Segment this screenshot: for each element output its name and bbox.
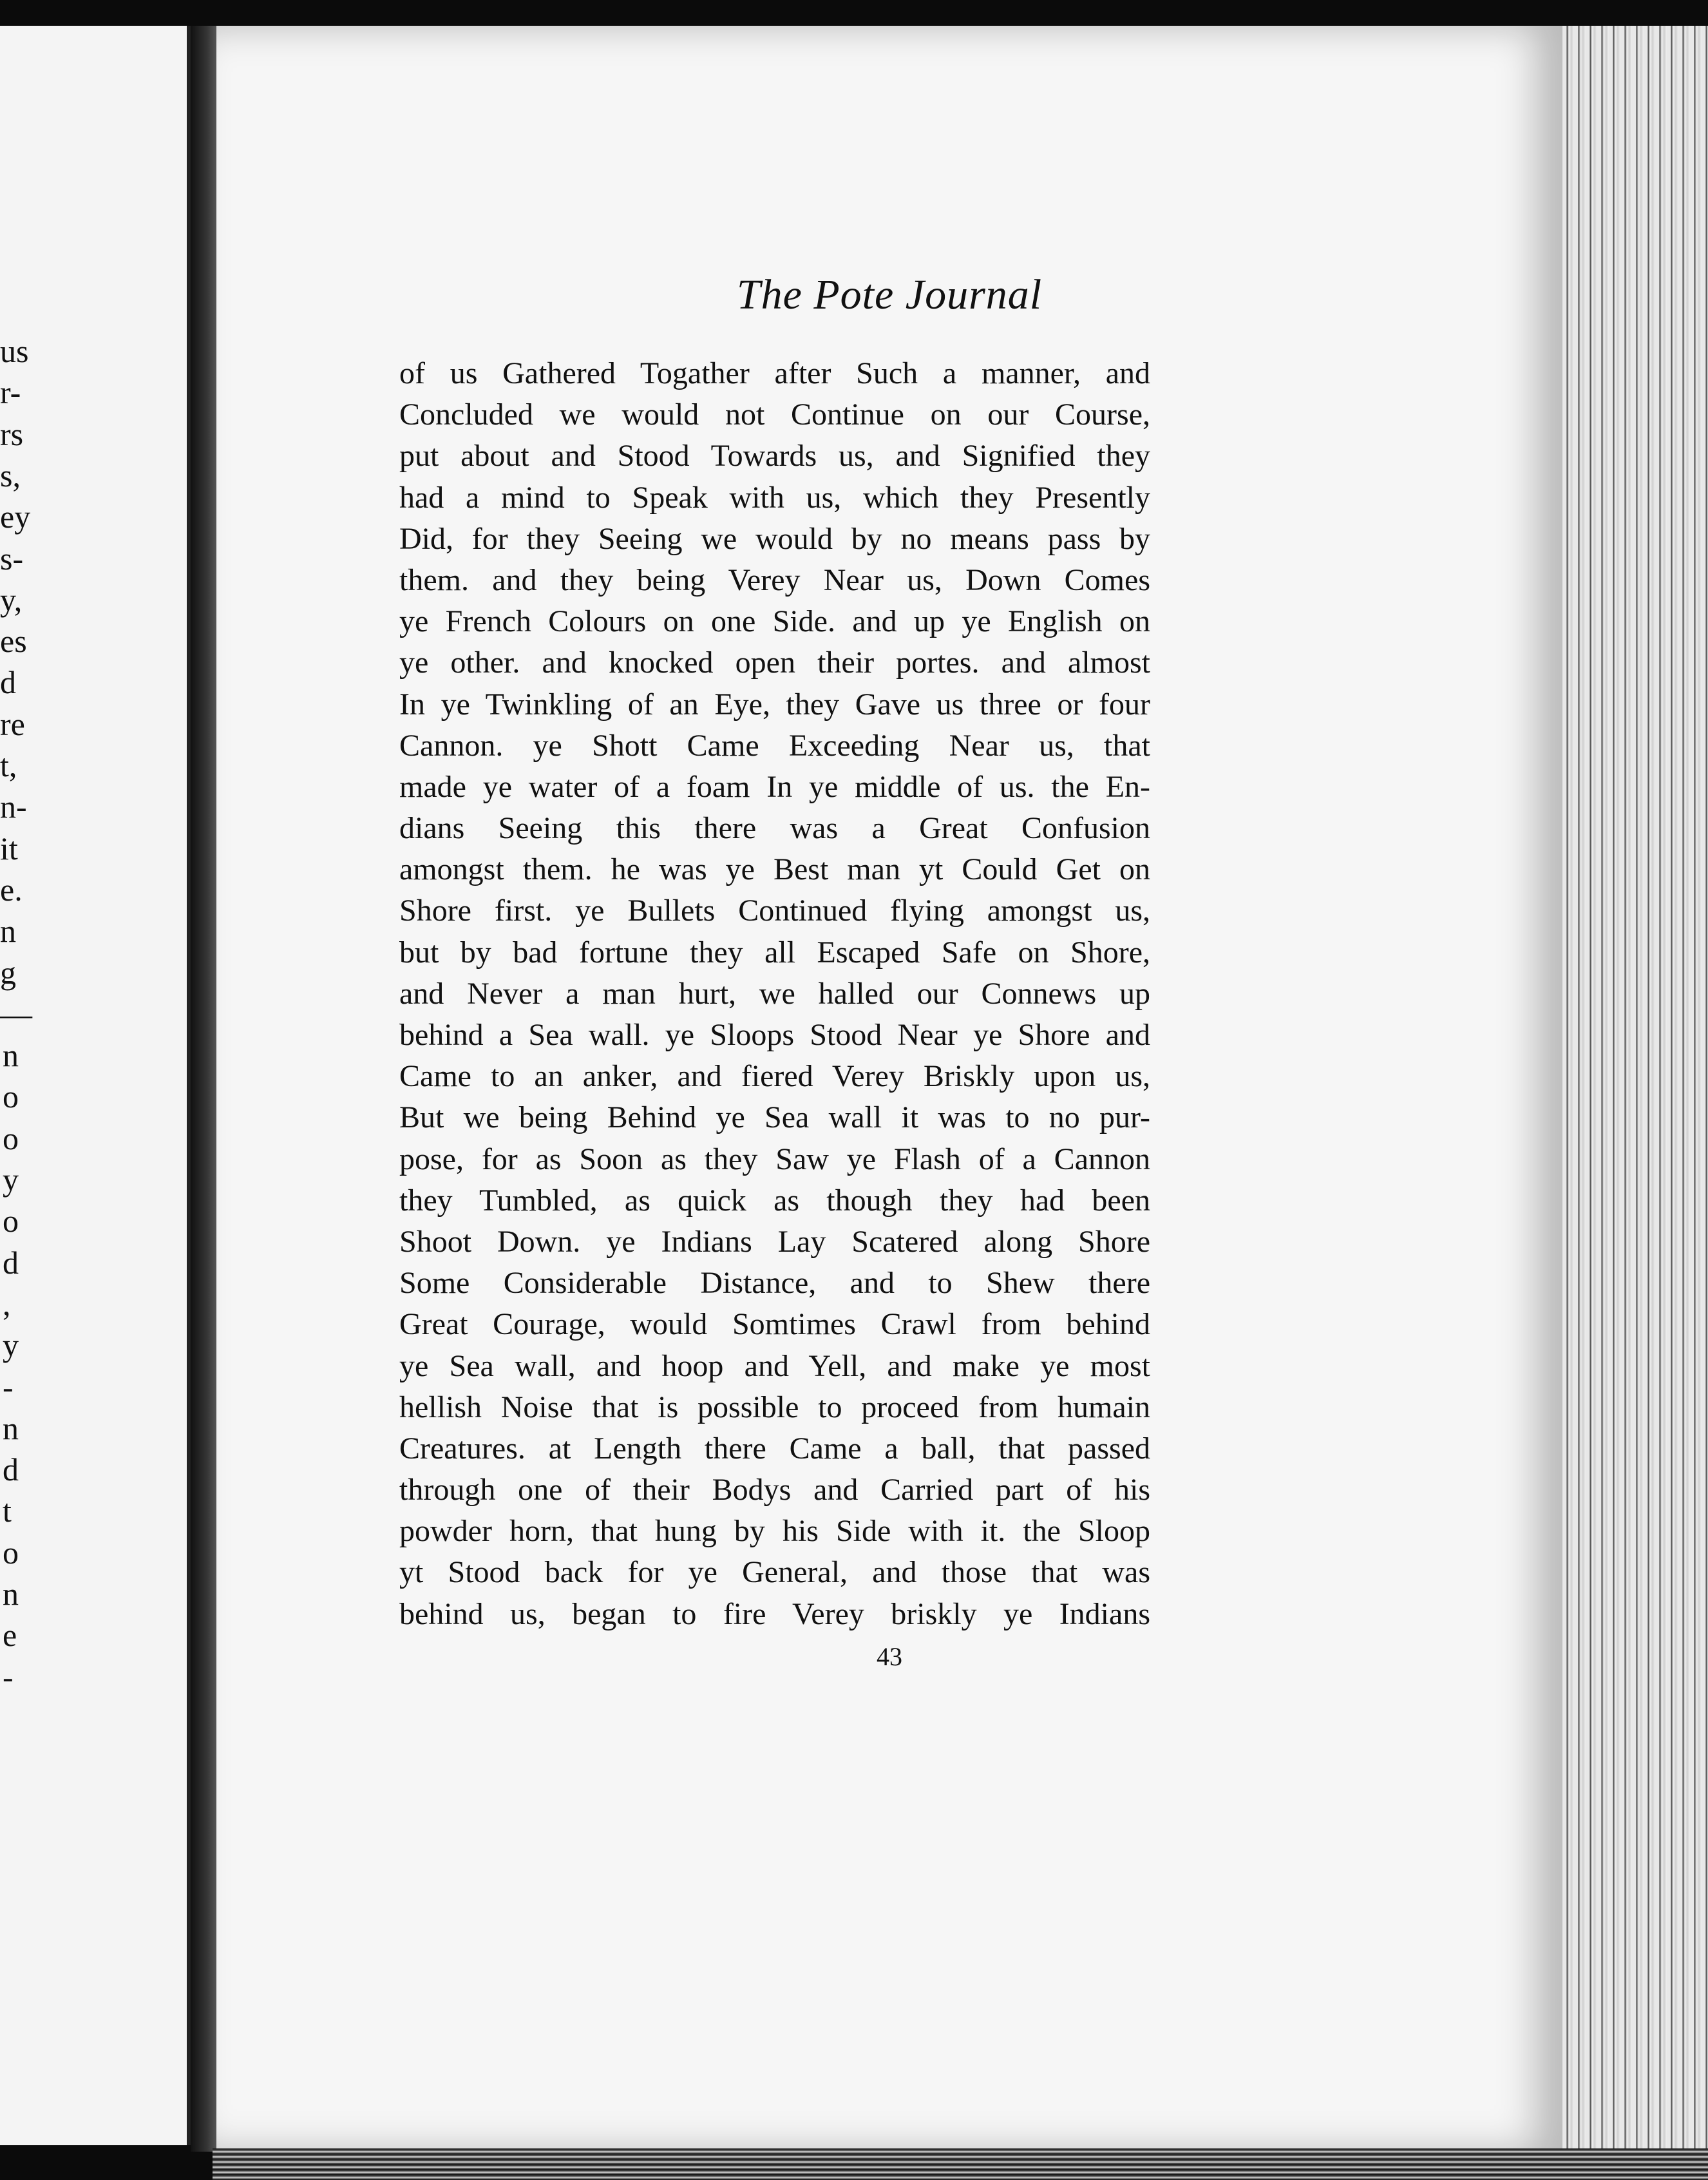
previous-page-text-fragment: it xyxy=(0,830,18,866)
previous-page-text-fragment: n xyxy=(3,1576,19,1612)
text-line: of us Gathered Togather after Such a manner, and xyxy=(399,356,1150,390)
text-line: amongst them. he was ye Best man yt Could Get on xyxy=(399,852,1150,887)
text-line: they Tumbled, as quick as though they had been xyxy=(399,1183,1150,1218)
text-line: Cannon. ye Shott Came Exceeding Near us, that xyxy=(399,728,1150,763)
previous-page-text-fragment: e xyxy=(3,1617,17,1654)
previous-page-text-fragment: y xyxy=(3,1327,19,1364)
previous-page-text-fragment: re xyxy=(0,705,25,742)
text-line: But we being Behind ye Sea wall it was to no pur- xyxy=(399,1100,1150,1135)
text-line: powder horn, that hung by his Side with it. the Sloop xyxy=(399,1514,1150,1549)
book-gutter xyxy=(191,26,216,2152)
previous-page-text-fragment: o xyxy=(3,1534,19,1571)
text-line: Concluded we would not Continue on our Course, xyxy=(399,397,1150,432)
previous-page-text-fragment: n xyxy=(0,913,16,950)
text-line: put about and Stood Towards us, and Signified they xyxy=(399,439,1150,473)
previous-page-text-fragment: e. xyxy=(0,871,23,908)
text-line: them. and they being Verey Near us, Down Comes xyxy=(399,562,1150,597)
text-line: behind us, began to fire Verey briskly ye Indians xyxy=(399,1596,1150,1631)
text-line: In ye Twinkling of an Eye, they Gave us three or four xyxy=(399,687,1150,722)
previous-page-text-fragment: o xyxy=(3,1203,19,1239)
previous-page-text-fragment: r- xyxy=(0,374,21,411)
previous-page-text-fragment: es xyxy=(0,623,27,660)
page-number: 43 xyxy=(877,1642,902,1671)
previous-page-text-fragment: t, xyxy=(0,747,17,783)
previous-page-text-fragment: , xyxy=(3,1285,11,1322)
previous-page-edge xyxy=(0,26,191,2145)
previous-page-text-fragment: d xyxy=(0,664,16,701)
previous-page-text-fragment: g xyxy=(0,954,16,991)
text-line: through one of their Bodys and Carried part of his xyxy=(399,1473,1150,1507)
running-head: The Pote Journal xyxy=(736,271,1043,318)
previous-page-text-fragment: s, xyxy=(0,457,21,493)
previous-page-text-fragment: t xyxy=(3,1493,12,1529)
text-line: dians Seeing this there was a Great Confusion xyxy=(399,811,1150,846)
text-line: Did, for they Seeing we would by no means pass by xyxy=(399,521,1150,556)
previous-page-text-fragment: - xyxy=(3,1368,14,1405)
text-line: Great Courage, would Somtimes Crawl from behind xyxy=(399,1307,1150,1342)
text-line: ye Sea wall, and hoop and Yell, and make ye most xyxy=(399,1348,1150,1383)
text-line: and Never a man hurt, we halled our Connews up xyxy=(399,976,1150,1011)
previous-page-text-fragment: ey xyxy=(0,499,31,535)
text-line: ye French Colours on one Side. and up ye English on xyxy=(399,604,1150,639)
text-line: ye other. and knocked open their portes. and almost xyxy=(399,645,1150,680)
previous-page-text-fragment: o xyxy=(3,1120,19,1156)
previous-page-text-fragment: d xyxy=(3,1244,19,1281)
previous-page-text-fragment: rs xyxy=(0,416,24,452)
body-text xyxy=(399,353,1150,1635)
text-line: behind a Sea wall. ye Sloops Stood Near ye Shore and xyxy=(399,1018,1150,1052)
text-line: yt Stood back for ye General, and those that was xyxy=(399,1555,1150,1590)
text-line: hellish Noise that is possible to proceed from humain xyxy=(399,1390,1150,1424)
previous-page-text-fragment: s- xyxy=(0,540,24,577)
text-line: Creatures. at Length there Came a ball, that passed xyxy=(399,1431,1150,1466)
text-line: Shore first. ye Bullets Continued flying amongst us, xyxy=(399,894,1150,928)
text-line: pose, for as Soon as they Saw ye Flash of a Cannon xyxy=(399,1142,1150,1176)
previous-page-text-fragment: n xyxy=(3,1037,19,1074)
text-line: made ye water of a foam In ye middle of us. the En- xyxy=(399,769,1150,804)
text-line: but by bad fortune they all Escaped Safe on Shore, xyxy=(399,935,1150,970)
previous-page-text-fragment: us xyxy=(0,333,29,369)
previous-page-text-fragment: y xyxy=(3,1162,19,1198)
previous-page-text-fragment: y, xyxy=(0,581,23,618)
text-line: Shoot Down. ye Indians Lay Scatered along Shore xyxy=(399,1224,1150,1259)
page-fore-edge xyxy=(1562,26,1708,2152)
previous-page-text-fragment: d xyxy=(3,1451,19,1488)
previous-page-text-fragment: - xyxy=(3,1658,14,1695)
previous-page-text-fragment: o xyxy=(3,1078,19,1115)
page-bottom-edge xyxy=(213,2148,1708,2180)
previous-page-text-fragment: — xyxy=(0,995,32,1032)
text-line: Came to an anker, and fiered Verey Briskly upon us, xyxy=(399,1059,1150,1094)
text-line: Some Considerable Distance, and to Shew there xyxy=(399,1266,1150,1301)
previous-page-text-fragment: n xyxy=(3,1410,19,1446)
previous-page-text-fragment: n- xyxy=(0,789,27,825)
text-line: had a mind to Speak with us, which they Presently xyxy=(399,480,1150,515)
